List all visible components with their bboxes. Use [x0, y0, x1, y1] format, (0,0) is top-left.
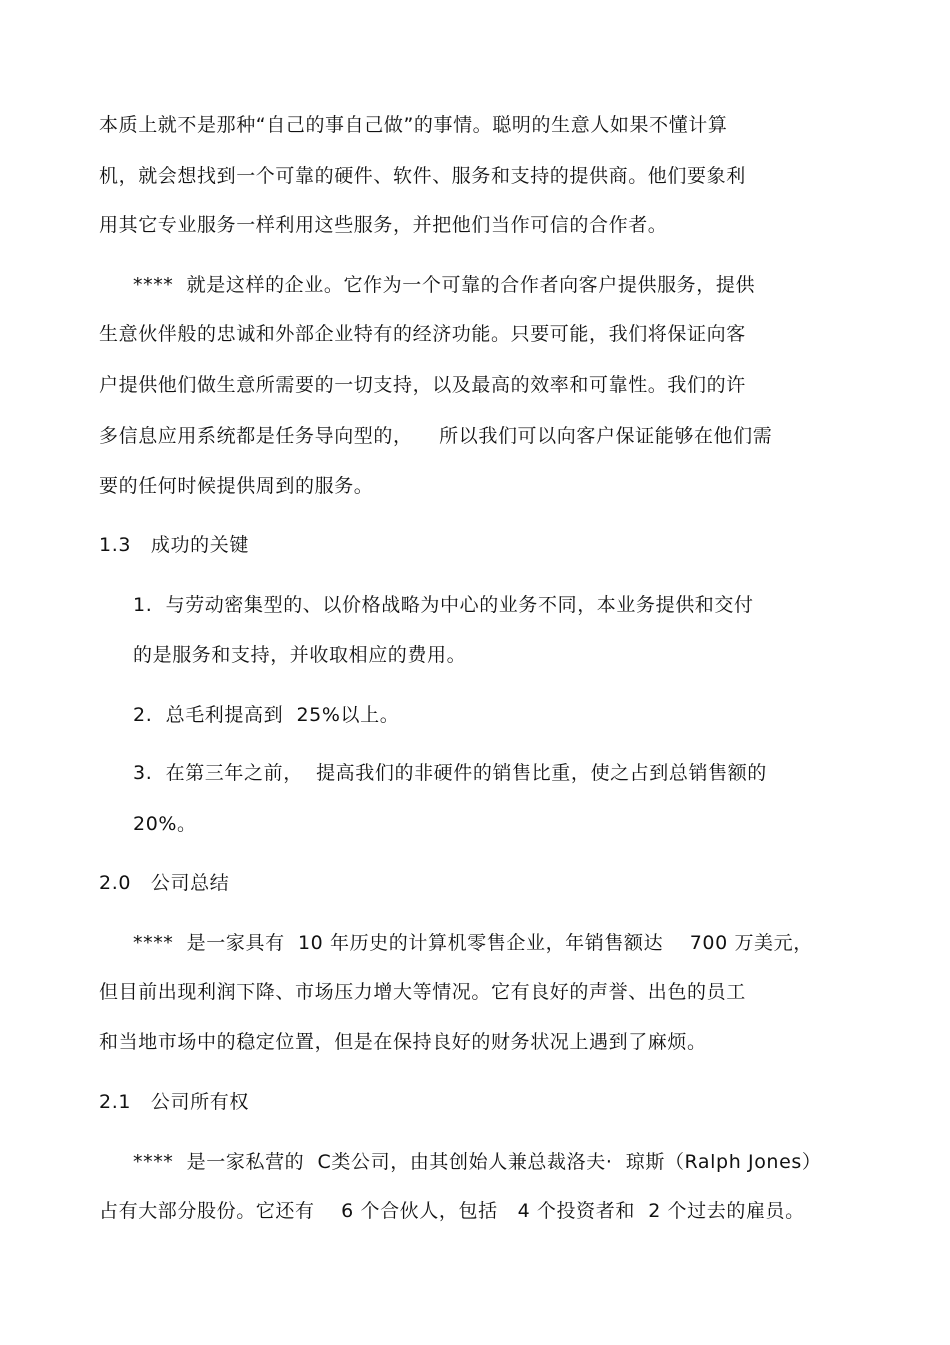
paragraph-line: 多信息应用系统都是任务导向型的， 所以我们可以向客户保证能够在他们需: [99, 425, 773, 447]
section-heading: 2.1 公司所有权: [99, 1091, 249, 1113]
paragraph-line: 生意伙伴般的忠诚和外部企业特有的经济功能。只要可能，我们将保证向客: [99, 323, 746, 345]
list-item: 2. 总毛利提高到 25%以上。: [133, 704, 400, 726]
section-heading: 1.3 成功的关键: [99, 534, 249, 556]
paragraph-line: **** 是一家私营的 C类公司，由其创始人兼总裁洛夫· 琼斯（Ralph Jones）: [133, 1151, 822, 1173]
list-item-continuation: 20%。: [133, 813, 197, 835]
paragraph-line: 户提供他们做生意所需要的一切支持，以及最高的效率和可靠性。我们的许: [99, 374, 746, 396]
paragraph-line: 但目前出现利润下降、市场压力增大等情况。它有良好的声誉、出色的员工: [99, 981, 746, 1003]
list-item: 3. 在第三年之前， 提高我们的非硬件的销售比重，使之占到总销售额的: [133, 762, 767, 784]
paragraph-line: 要的任何时候提供周到的服务。: [99, 475, 374, 497]
section-heading: 2.0 公司总结: [99, 872, 230, 894]
paragraph-line: 机，就会想找到一个可靠的硬件、软件、服务和支持的提供商。他们要象利: [99, 165, 746, 187]
list-item: 1. 与劳动密集型的、以价格战略为中心的业务不同，本业务提供和交付: [133, 594, 754, 616]
paragraph-line: 占有大部分股份。它还有 6 个合伙人，包括 4 个投资者和 2 个过去的雇员。: [99, 1200, 805, 1222]
paragraph-line: 用其它专业服务一样利用这些服务，并把他们当作可信的合作者。: [99, 214, 668, 236]
paragraph-line: 本质上就不是那种“自己的事自己做”的事情。聪明的生意人如果不懂计算: [99, 114, 728, 136]
paragraph-line: **** 就是这样的企业。它作为一个可靠的合作者向客户提供服务，提供: [133, 274, 756, 296]
list-item-continuation: 的是服务和支持，并收取相应的费用。: [133, 644, 467, 666]
paragraph-line: 和当地市场中的稳定位置，但是在保持良好的财务状况上遇到了麻烦。: [99, 1031, 707, 1053]
paragraph-line: **** 是一家具有 10 年历史的计算机零售企业，年销售额达 700 万美元，: [133, 932, 813, 954]
